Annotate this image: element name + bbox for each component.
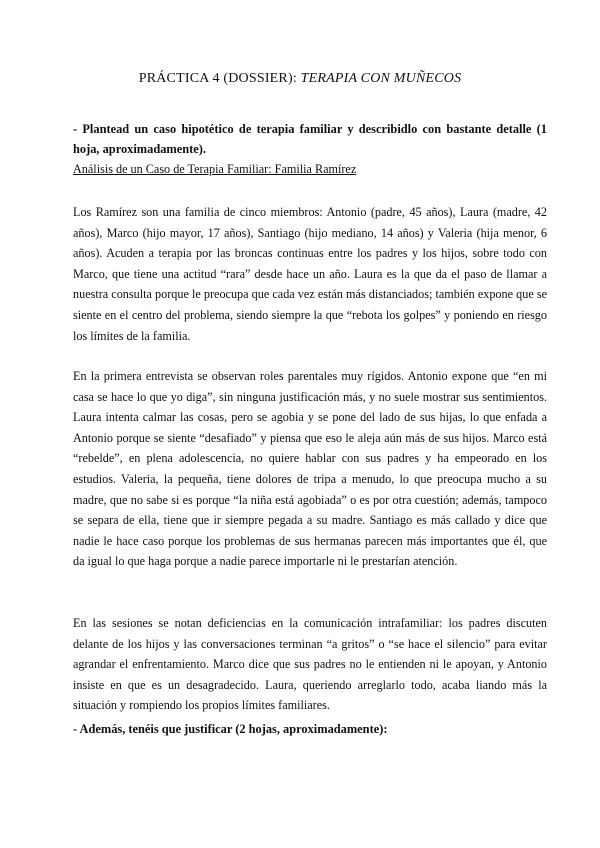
- page-title: [0, 71, 600, 87]
- case-title: Análisis de un Caso de Terapia Familiar: Familia Ramírez: [73, 162, 357, 176]
- title-emphasis: TERAPIA CON MUÑECOS: [300, 71, 462, 86]
- task-instruction-1: - Plantead un caso hipotético de terapia familiar y describidlo con bastante detalle (1 hoja, aproximadamente).: [73, 122, 547, 156]
- title-prefix: PRÁCTICA 4 (DOSSIER):: [138, 71, 301, 86]
- paragraph-first-interview: En la primera entrevista se observan roles parentales muy rígidos. Antonio expone que “en mi casa se hace lo que yo diga”, sin ninguna justificación más, y no suele mostrar sus sentimientos. Laura intenta calmar las cosas, pero se agobia y se pone del lado de sus hijas, lo que enfada a Antonio porque se siente “desafiado” y piensa que eso le aleja aún más de sus hijos. Marco está “rebelde”, en plena adolescencia, no quiere hablar con sus padres y ha empeorado en los estudios. Valeria, la pequeña, tiene dolores de tripa a menudo, lo que preocupa mucho a su madre, que no sabe si es porque “la niña está agobiada” o es por otra cuestión; además, tampoco se separa de ella, tiene que ir siempre pegada a su madre. Santiago es más callado y dice que nadie le hace caso porque los problemas de sus hermanas parecen más importantes que él, que da igual lo que haga porque a nadie parece importarle ni le prestarían atención.: [73, 369, 547, 569]
- paragraph-sessions: En las sesiones se notan deficiencias en la comunicación intrafamiliar: los padres discuten delante de los hijos y las conversaciones terminan “a gritos” o “se hace el silencio” para evitar agrandar el enfrentamiento. Marco dice que sus padres no le entienden ni le apoyan, y Antonio insiste en que es un desagradecido. Laura, queriendo arreglarlo todo, acaba liando más la situación y rompiendo los propios límites familiares.: [73, 616, 547, 713]
- paragraph-family-intro: Los Ramírez son una familia de cinco miembros: Antonio (padre, 45 años), Laura (madre, 42 años), Marco (hijo mayor, 17 años), Santiago (hijo mediano, 14 años) y Valeria (hija menor, 6 años). Acuden a terapia por las broncas continuas entre los padres y los hijos, sobre todo con Marco, que tiene una actitud “rara” desde hace un año. Laura es la que da el paso de llamar a nuestra consulta porque le preocupa que cada vez están más distanciados; también expone que se siente en el centro del problema, siendo siempre la que “rebota los golpes” y poniendo en riesgo los límites de la familia.: [73, 205, 547, 343]
- task-instruction-2: - Además, tenéis que justificar (2 hojas, aproximadamente):: [73, 722, 388, 736]
